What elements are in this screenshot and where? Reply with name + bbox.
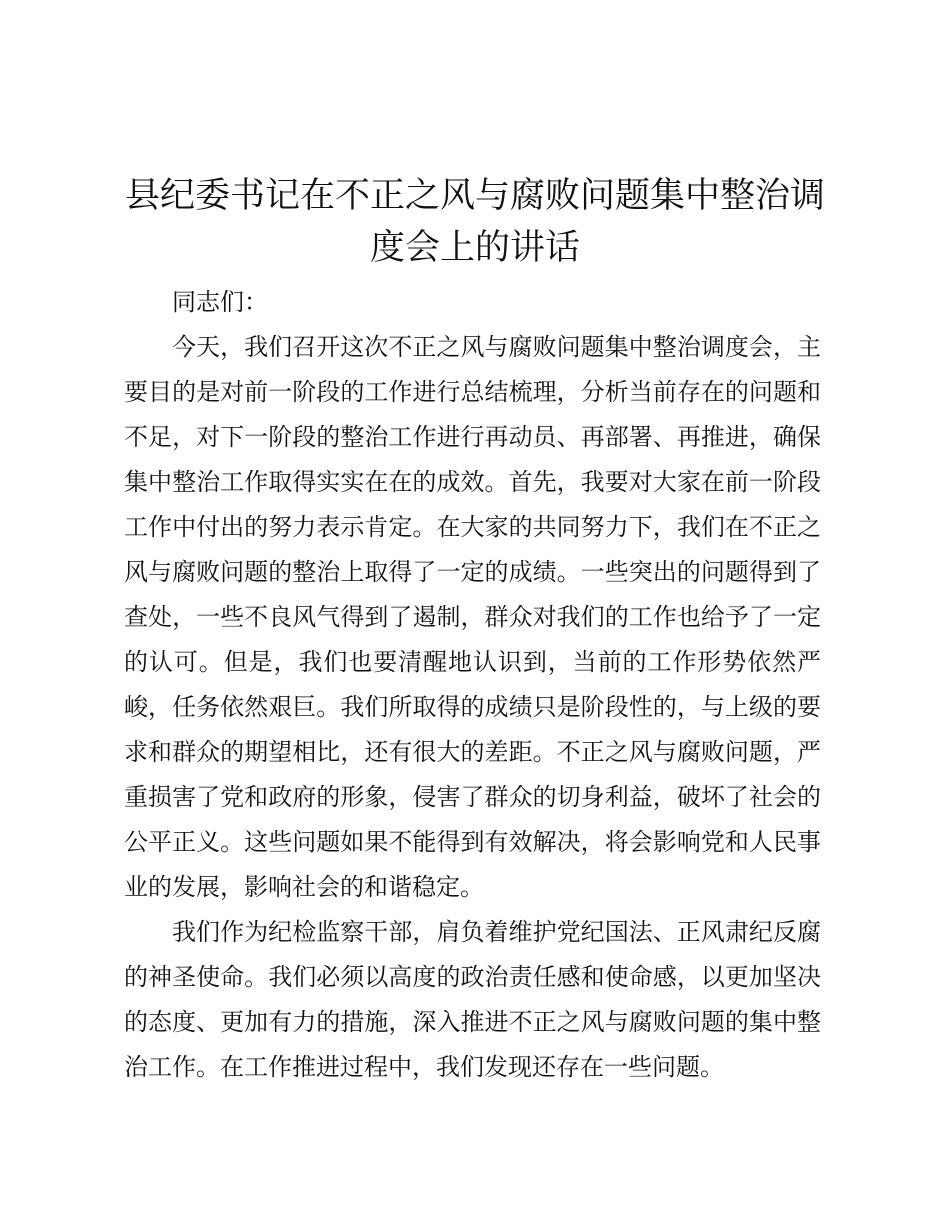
paragraph-2: 我们作为纪检监察干部，肩负着维护党纪国法、正风肃纪反腐的神圣使命。我们必须以高度的政治责任感和使命感，以更加坚决的态度、更加有力的措施，深入推进不正之风与腐败问题的集中整治工作。在工作推进过程中，我们发现还存在一些问题。 [124,918,821,1081]
salutation: 同志们： [172,288,268,316]
document-body [124,280,821,1090]
paragraph-1: 今天，我们召开这次不正之风与腐败问题集中整治调度会，主要目的是对前一阶段的工作进行总结梳理，分析当前存在的问题和不足，对下一阶段的整治工作进行再动员、再部署、再推进，确保集中整治工作取得实实在在的成效。首先，我要对大家在前一阶段工作中付出的努力表示肯定。在大家的共同努力下，我们在不正之风与腐败问题的整治上取得了一定的成绩。一些突出的问题得到了查处，一些不良风气得到了遏制，群众对我们的工作也给予了一定的认可。但是，我们也要清醒地认识到，当前的工作形势依然严峻，任务依然艰巨。我们所取得的成绩只是阶段性的，与上级的要求和群众的期望相比，还有很大的差距。不正之风与腐败问题，严重损害了党和政府的形象，侵害了群众的切身利益，破坏了社会的公平正义。这些问题如果不能得到有效解决，将会影响党和人民事业的发展，影响社会的和谐稳定。 [124,333,821,901]
document-title: 县纪委书记在不正之风与腐败问题集中整治调度会上的讲话 [124,176,825,268]
